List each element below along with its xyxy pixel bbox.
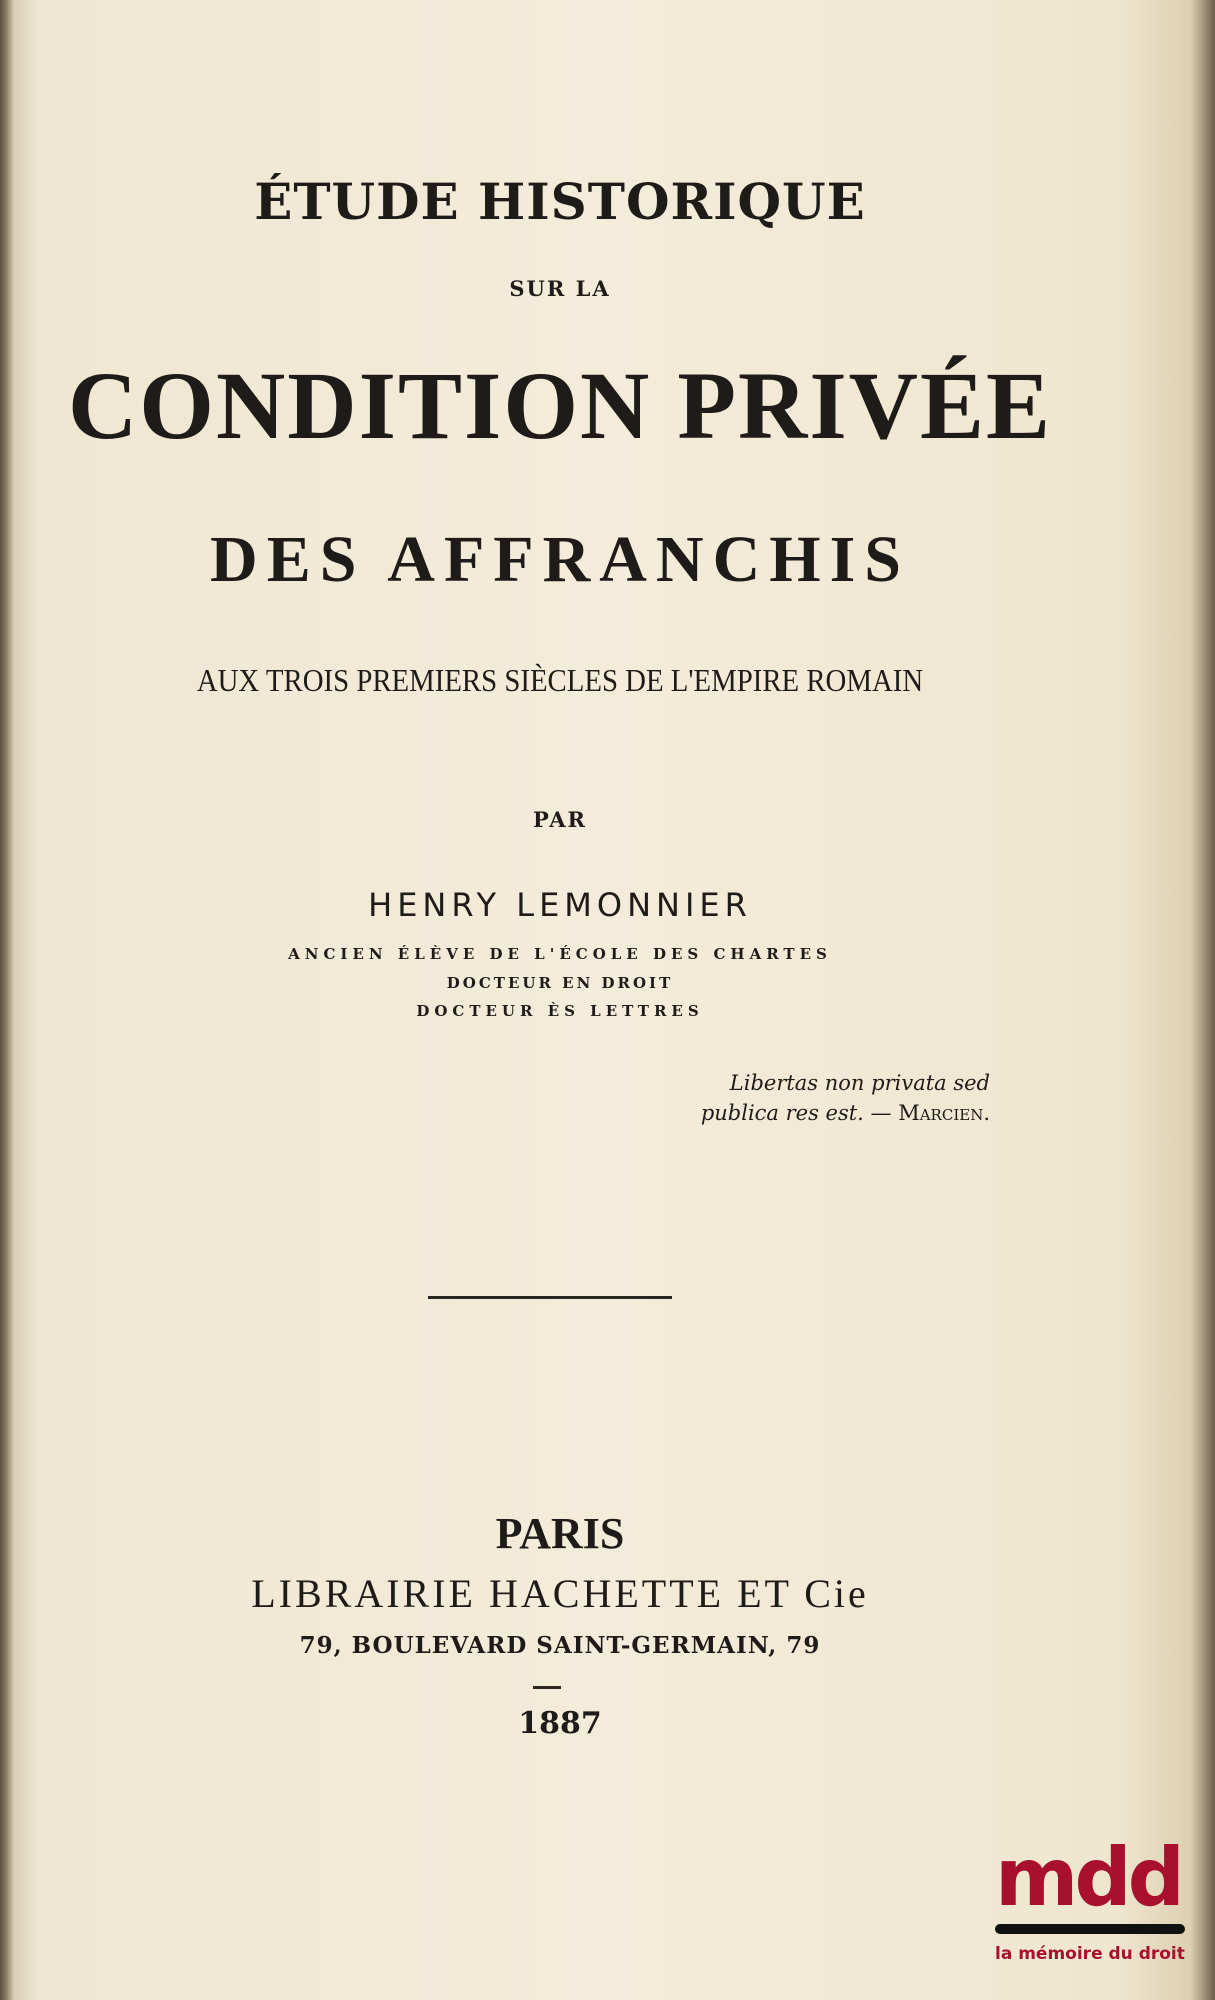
logo-mark: mdd [995, 1831, 1181, 1924]
epigraph [690, 1068, 990, 1128]
imprint-year: 1887 [518, 1706, 602, 1741]
logo-tagline: la mémoire du droit [995, 1944, 1185, 1964]
imprint-publisher: LIBRAIRIE HACHETTE ET Cie [251, 1571, 869, 1616]
epigraph-text: publica res est. — [700, 1101, 892, 1125]
main-title: CONDITION PRIVÉE [67, 352, 1053, 459]
author-credential: ANCIEN ÉLÈVE DE L'ÉCOLE DES CHARTES [288, 945, 832, 963]
epigraph-line [690, 1098, 990, 1128]
author-credential: DOCTEUR EN DROIT [446, 974, 674, 992]
imprint-city: PARIS [495, 1509, 625, 1558]
divider-dash [533, 1686, 561, 1689]
logo-bar [995, 1924, 1185, 1934]
mdd-logo [995, 1831, 1185, 1964]
epigraph-line: Libertas non privata sed [729, 1071, 990, 1095]
main-title-2: DES AFFRANCHIS [210, 523, 910, 596]
by-label: PAR [532, 807, 587, 832]
title-line-1: ÉTUDE HISTORIQUE [254, 172, 866, 231]
author-name: HENRY LEMONNIER [368, 886, 752, 924]
author-credential: DOCTEUR ÈS LETTRES [416, 1002, 704, 1020]
epigraph-attribution: Marcien. [898, 1101, 990, 1125]
divider-rule [428, 1296, 672, 1299]
title-line-2: SUR LA [509, 276, 611, 301]
imprint-address: 79, BOULEVARD SAINT-GERMAIN, 79 [299, 1632, 821, 1659]
subtitle: AUX TROIS PREMIERS SIÈCLES DE L'EMPIRE ROMAIN [196, 662, 924, 698]
